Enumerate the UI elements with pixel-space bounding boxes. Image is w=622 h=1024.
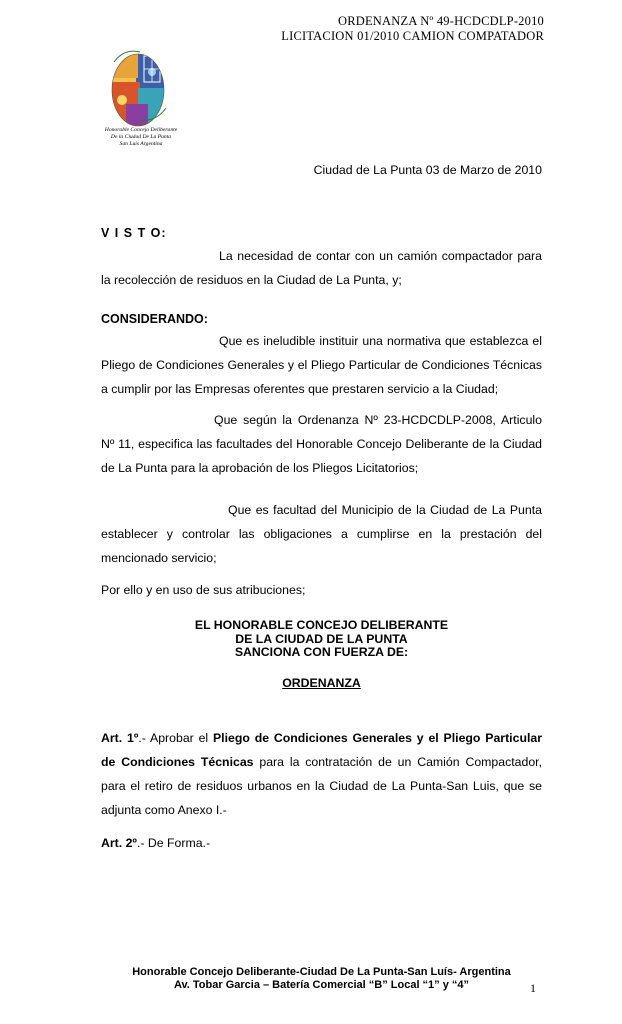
sanciona-line2: DE LA CIUDAD DE LA PUNTA [235, 631, 408, 646]
article-1-lead: .- Aprobar el [138, 731, 213, 745]
por-ello-text: Por ello y en uso de sus atribuciones; [101, 583, 306, 597]
visto-heading: V I S T O: [101, 226, 167, 240]
article-1-bold-text: Pliego de Condiciones Generales y el Pliego Particular de Condiciones Técnicas [101, 731, 542, 769]
article-2 [101, 836, 210, 850]
footer [101, 966, 542, 992]
logo-caption [96, 127, 186, 148]
header-ordinance-number: ORDENANZA Nº 49-HCDCDLP-2010 [337, 14, 544, 28]
article-1-label: Art. 1º [101, 731, 139, 745]
considerando-paragraph-1: Que es ineludible instituir una normativa que establezca el Pliego de Condiciones Generales y el Pliego Particular de Condiciones Técnicas a cumplir por las Empresas oferentes que prestaren servicio a la Ciudad; [101, 334, 542, 396]
logo-caption-line2: De la Ciudad De La Punta [110, 134, 172, 140]
considerando-paragraph-2: Que según la Ordenanza Nº 23-HCDCDLP-2008, Articulo Nº 11, especifica las facultades del Honorable Concejo Deliberante de la Ciudad de La Punta para la aprobación de los Pliegos Licitatorios; [101, 413, 542, 475]
header-licitacion: LICITACION 01/2010 CAMION COMPATADOR [281, 29, 544, 43]
logo-caption-line1: Honorable Concejo Deliberante [104, 127, 178, 133]
considerando-heading: CONSIDERANDO: [101, 312, 208, 326]
page-number: 1 [530, 981, 536, 995]
sanciona-line3: SANCIONA CON FUERZA DE: [234, 645, 409, 659]
sanciona-line1: EL HONORABLE CONCEJO DELIBERANTE [194, 618, 449, 632]
ordenanza-title: ORDENANZA [282, 676, 361, 690]
date-line: Ciudad de La Punta 03 de Marzo de 2010 [313, 163, 542, 177]
footer-line1: Honorable Concejo Deliberante-Ciudad De La Punta-San Luís- Argentina [132, 966, 511, 978]
visto-text: La necesidad de contar con un camión compactador para la recolección de residuos en la Ciudad de La Punta, y; [101, 249, 542, 287]
article-1 [101, 726, 542, 822]
article-1-rest: para la contratación de un Camión Compactador, para el retiro de residuos urbanos en la Ciudad de La Punta-San Luis, que se adjunta como Anexo I.- [101, 755, 542, 817]
logo-caption-line3: San Luis Argentina [119, 141, 163, 147]
considerando-paragraph-3: Que es facultad del Municipio de la Ciudad de La Punta establecer y controlar las obligaciones a cumplirse en la prestación del mencionado servicio; [101, 503, 542, 565]
footer-line2: Av. Tobar Garcia – Batería Comercial “B” Local “1” y “4” [173, 979, 470, 991]
article-2-label: Art. 2º [101, 836, 137, 850]
sanciona-block [101, 619, 542, 660]
article-2-rest: .- De Forma.- [136, 836, 211, 850]
